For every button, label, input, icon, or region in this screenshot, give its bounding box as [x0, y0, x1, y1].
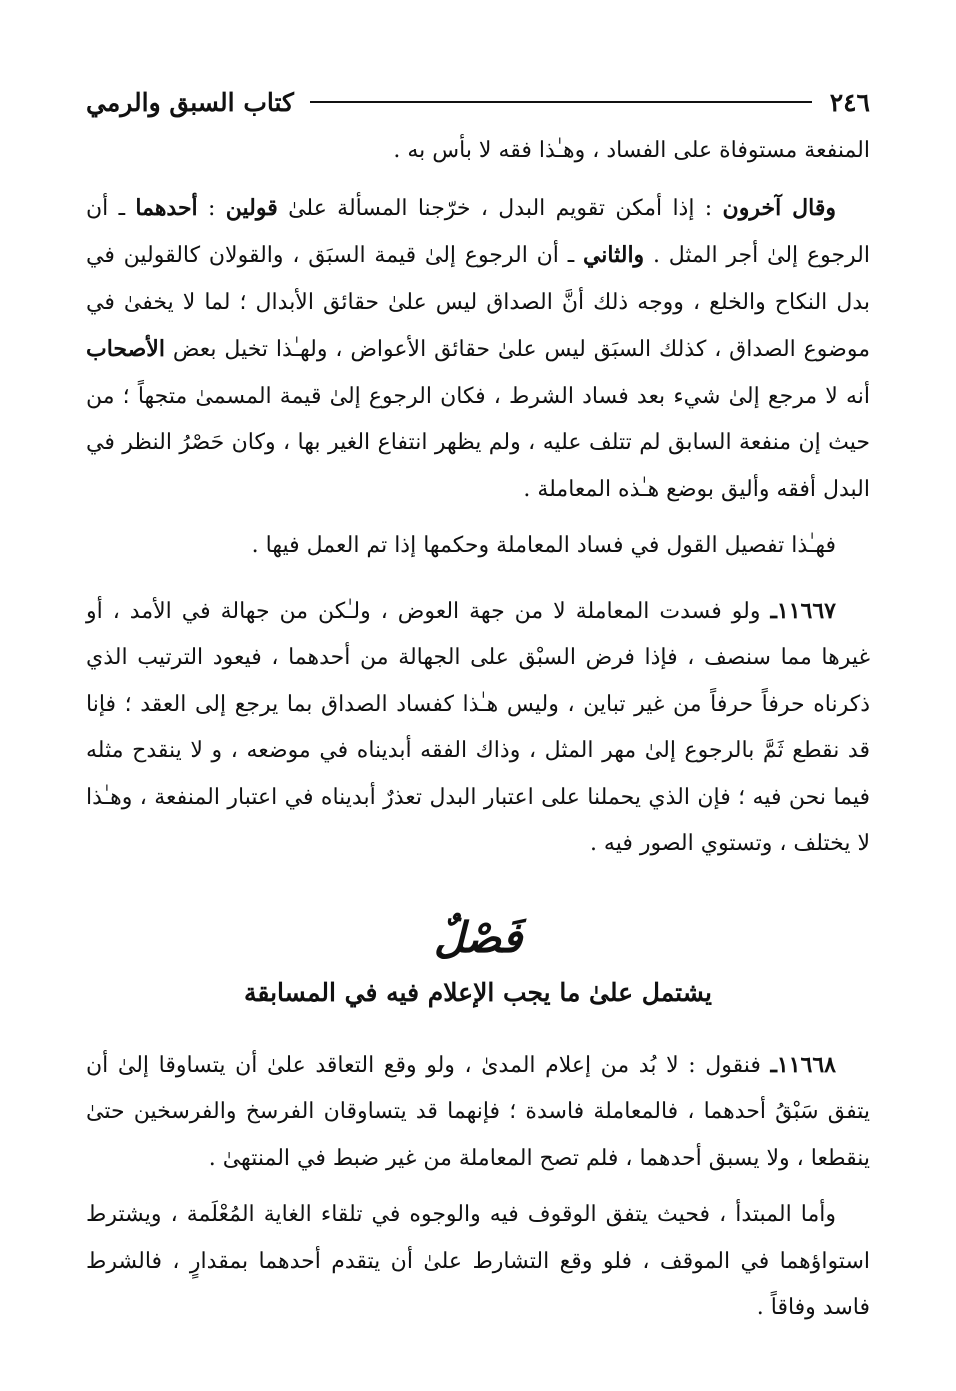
term-others-said: وقال آخرون	[722, 194, 837, 221]
running-header	[86, 82, 870, 122]
paragraph-11667	[86, 588, 870, 868]
section-ornament	[86, 910, 870, 966]
paragraph-other-opinion	[86, 185, 870, 514]
text-run: : إذا أمكن تقويم البدل ، خرّجنا المسألة علىٰ	[277, 195, 723, 221]
paragraph-11668	[86, 1042, 870, 1183]
text-run: أنه لا مرجع إلىٰ شيء بعد فساد الشرط ، فكان الرجوع إلىٰ قيمة المسمىٰ متجهاً ؛ من حيث إن منفعة السابق لم تتلف عليه ، ولم يظهر انتفاع الغير بها ، وكان حَصْرُ النظر في البدل أفقه وأليق بوضع هـٰذه المعاملة .	[86, 383, 870, 502]
text-run: ـ أن الرجوع إلىٰ أجر المثل .	[86, 195, 870, 268]
text-run: ـ أن الرجوع إلىٰ قيمة السبَق ، والقولان كالقولين في بدل النكاح والخلع ، ووجه ذلك أنَّ الصداق ليس علىٰ حقائق الأبدال ؛ لما لا يخفىٰ في موضوع الصداق ، كذلك السبَق ليس علىٰ حقائق الأعواض ، ولهـٰذا تخيل بعض	[86, 243, 870, 362]
paragraph-number: ١١٦٦٧ـ	[770, 597, 836, 624]
term-companions: الأصحاب	[86, 336, 165, 362]
paragraph-summary: فهـٰذا تفصيل القول في فساد المعاملة وحكمها إذا تم العمل فيها .	[251, 533, 836, 558]
term-second: والثاني	[582, 242, 645, 268]
paragraph-number: ١١٦٦٨ـ	[770, 1051, 836, 1078]
paragraph-continued: المنفعة مستوفاة على الفساد ، وهـٰذا فقه لا بأس به .	[393, 138, 870, 163]
paragraph-start-point: وأما المبتدأ ، فحيث يتفق الوقوف فيه والوجوه في تلقاء الغاية المُعْلَمة ، ويشترط استواؤهما في الموقف ، فلو وقع التشارط علىٰ أن يتقدم أحدهما بمقدارٍ ، فالشرط فاسد وفاقاً .	[86, 1202, 870, 1320]
text-run: ولو فسدت المعاملة لا من جهة العوض ، ولـٰكن من جهالة في الأمد ، أو غيرها مما سنصف ، فإذا فرض السبْق على الجهالة من أحدهما ، فيعود الترتيب الذي ذكرناه حرفاً حرفاً من غير تباين ، وليس هـٰذا كفساد الصداق بما يرجع إلى العقد ؛ فإنا قد نقطع ثَمَّ بالرجوع إلىٰ مهر المثل ، وذاك الفقه أبديناه في موضعه ، و لا ينقدح مثله فيما نحن فيه ؛ فإن الذي يحملنا على اعتبار البدل تعذرٌ أبديناه في اعتبار المنفعة ، وهـٰذا لا يختلف ، وتستوي الصور فيه .	[86, 598, 870, 856]
text-run: فنقول : لا بُد من إعلام المدىٰ ، ولو وقع التعاقد علىٰ أن يتساوقا إلىٰ أن يتفق سَبْقُ أحدهما ، فالمعاملة فاسدة ؛ فإنهما قد يتساوقان الفرسخ والفرسخين حتىٰ ينقطعا ، ولا يسبق أحدهما ، فلم تصح المعاملة من غير ضبط في المنتهىٰ .	[86, 1052, 870, 1171]
book-title: كتاب السبق والرمي	[86, 87, 294, 117]
term-first: أحدهما	[135, 194, 198, 221]
body-text	[86, 128, 870, 1332]
page-number: ٢٤٦	[829, 87, 870, 117]
text-run: :	[197, 195, 226, 221]
header-rule	[310, 101, 812, 103]
section-heading: فَصْلٌ	[433, 912, 523, 962]
section-title: يشتمل علىٰ ما يجب الإعلام فيه في المسابقة	[244, 977, 712, 1007]
term-two-views: قولين	[225, 194, 278, 221]
